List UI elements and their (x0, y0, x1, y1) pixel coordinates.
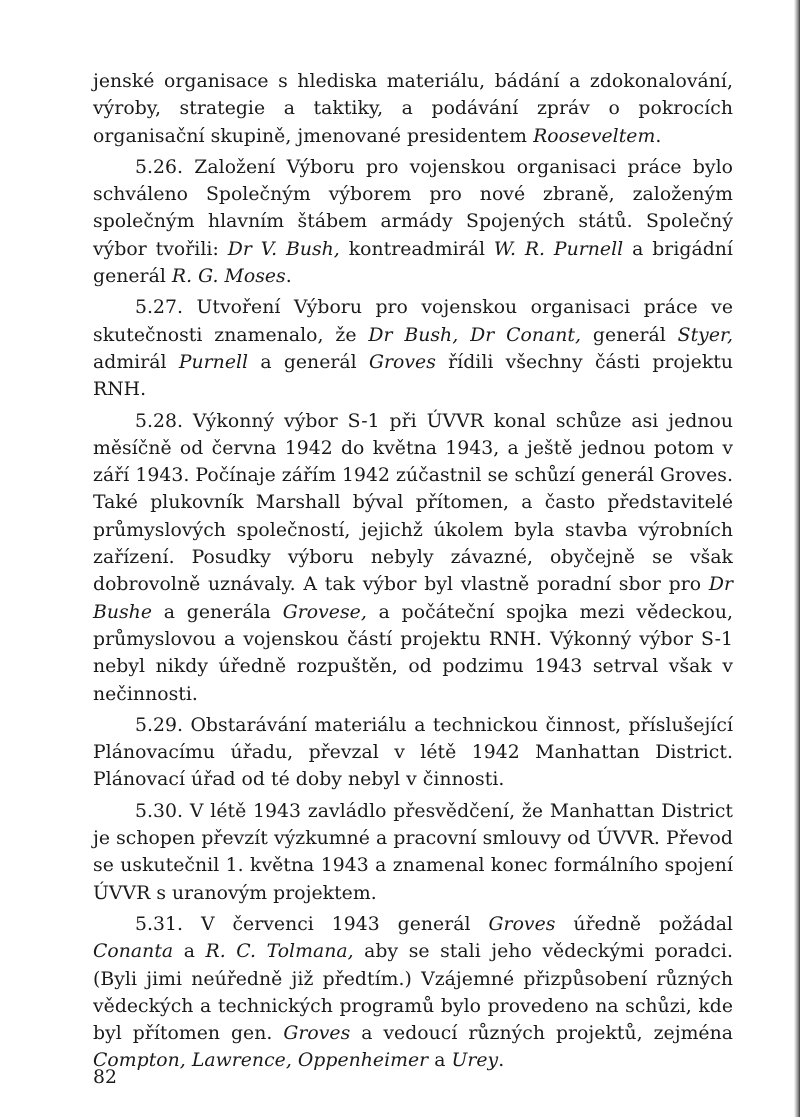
text-run: . (498, 1050, 505, 1072)
paragraph-5-27 (93, 294, 733, 403)
paragraph-5-30 (93, 798, 733, 907)
text-run: a (428, 1050, 452, 1072)
page-number: 82 (93, 1067, 117, 1088)
text-run: . (655, 125, 662, 147)
italic-name: Dr Bush, Dr Conant, (368, 324, 582, 346)
paragraph-continuation (93, 68, 733, 150)
text-run: 5.30. V létě 1943 zavládlo přesvědčení, že Manhattan District je schopen převzít výzkumné a pracovní smlouvy od ÚVVR. Převod se uskutečnil 1. května 1943 a znamenal konec formálního spojení ÚVVR s uranovým projektem. (93, 800, 733, 904)
text-run: a generála (152, 601, 283, 623)
text-run: jenské organisace s hlediska materiálu, bádání a zdokonalování, výroby, strategie a taktiky, a podávání zpráv o pokrocích organisační skupině, jmenované presidentem (93, 71, 733, 147)
paragraph-5-26 (93, 154, 733, 290)
text-run: a počáteční spojka mezi vědeckou, průmyslovou a vojenskou částí projektu RNH. Výkonný výbor S-1 nebyl nikdy úředně rozpuštěn, od podzimu 1943 setrval však v nečinnosti. (93, 601, 734, 705)
text-run: 5.29. Obstarávání materiálu a technickou činnost, příslušející Plánovacímu úřadu, převzal v létě 1942 Manhattan District. Plánovací úřad od té doby nebyl v činnosti. (93, 714, 733, 791)
paragraph-5-28 (93, 408, 733, 708)
italic-name: Urey (451, 1050, 499, 1072)
italic-name: Compton, Lawrence, Oppenheimer (93, 1050, 429, 1072)
text-run: 5.28. Výkonný výbor S-1 při ÚVVR konal schůze asi jednou měsíčně od června 1942 do května 1943, a ještě jednou potom v září 1943. Počínaje zářím 1942 zúčastnil se schůzí generál Groves. Také plukovník Marshall býval přítomen, a často představitelé průmyslových společností, jejichž úkolem byla stavba výrobních zařízení. Posudky výboru nebyly závazné, obyčejně se však dobrovolně uznávaly. A tak výbor byl vlastně poradní sbor pro (93, 410, 733, 596)
text-run: a vedoucí různých projektů, zejména (350, 1023, 733, 1045)
italic-name: R. C. Tolmana, (205, 941, 354, 963)
text-run: a brigádní generál (93, 238, 733, 288)
page-body (93, 68, 733, 1075)
text-run: a generál (248, 351, 369, 373)
text-run: 5.26. Založení Výboru pro vojenskou organisaci práce bylo schváleno Společným výborem pro nové zbraně, založeným společným hlavním štábem armády Spojených států. Společný výbor tvořili: (93, 156, 733, 260)
page-edge-shadow (794, 0, 800, 1117)
text-run: aby se stali jeho vědeckými poradci. (Byli jimi neúředně již předtím.) Vzájemné přizpůsobení různých vědeckých a technických programů bylo provedeno na schůzi, kde byl přítomen gen. (93, 941, 733, 1045)
text-run: řídili všechny části projektu RNH. (93, 351, 734, 401)
italic-name: Groves (283, 1023, 351, 1045)
text-run: kontreadmirál (339, 238, 494, 260)
text-run: generál (581, 324, 678, 346)
paragraph-5-31 (93, 911, 733, 1075)
italic-name: Groves (488, 913, 556, 935)
italic-name: R. G. Moses (171, 266, 286, 288)
italic-name: Styer, (677, 324, 733, 346)
paragraph-5-29 (93, 712, 733, 794)
italic-name: Dr V. Bush, (227, 238, 340, 260)
text-run: úředně požádal (555, 913, 733, 935)
text-run: . (285, 266, 292, 288)
italic-name: Groves (368, 351, 436, 373)
italic-name: Conanta (93, 941, 174, 963)
italic-name: Grovese, (282, 601, 367, 623)
text-run: 5.31. V červenci 1943 generál (135, 913, 489, 935)
text-run: admirál (93, 351, 179, 373)
italic-name: Dr Bushe (93, 574, 733, 623)
italic-name: W. R. Purnell (493, 238, 624, 260)
text-run: 5.27. Utvoření Výboru pro vojenskou organisaci práce ve skutečnosti znamenalo, že (93, 297, 733, 346)
italic-name: Rooseveltem (533, 125, 656, 147)
italic-name: Purnell (178, 351, 249, 373)
text-run: a (173, 941, 206, 963)
